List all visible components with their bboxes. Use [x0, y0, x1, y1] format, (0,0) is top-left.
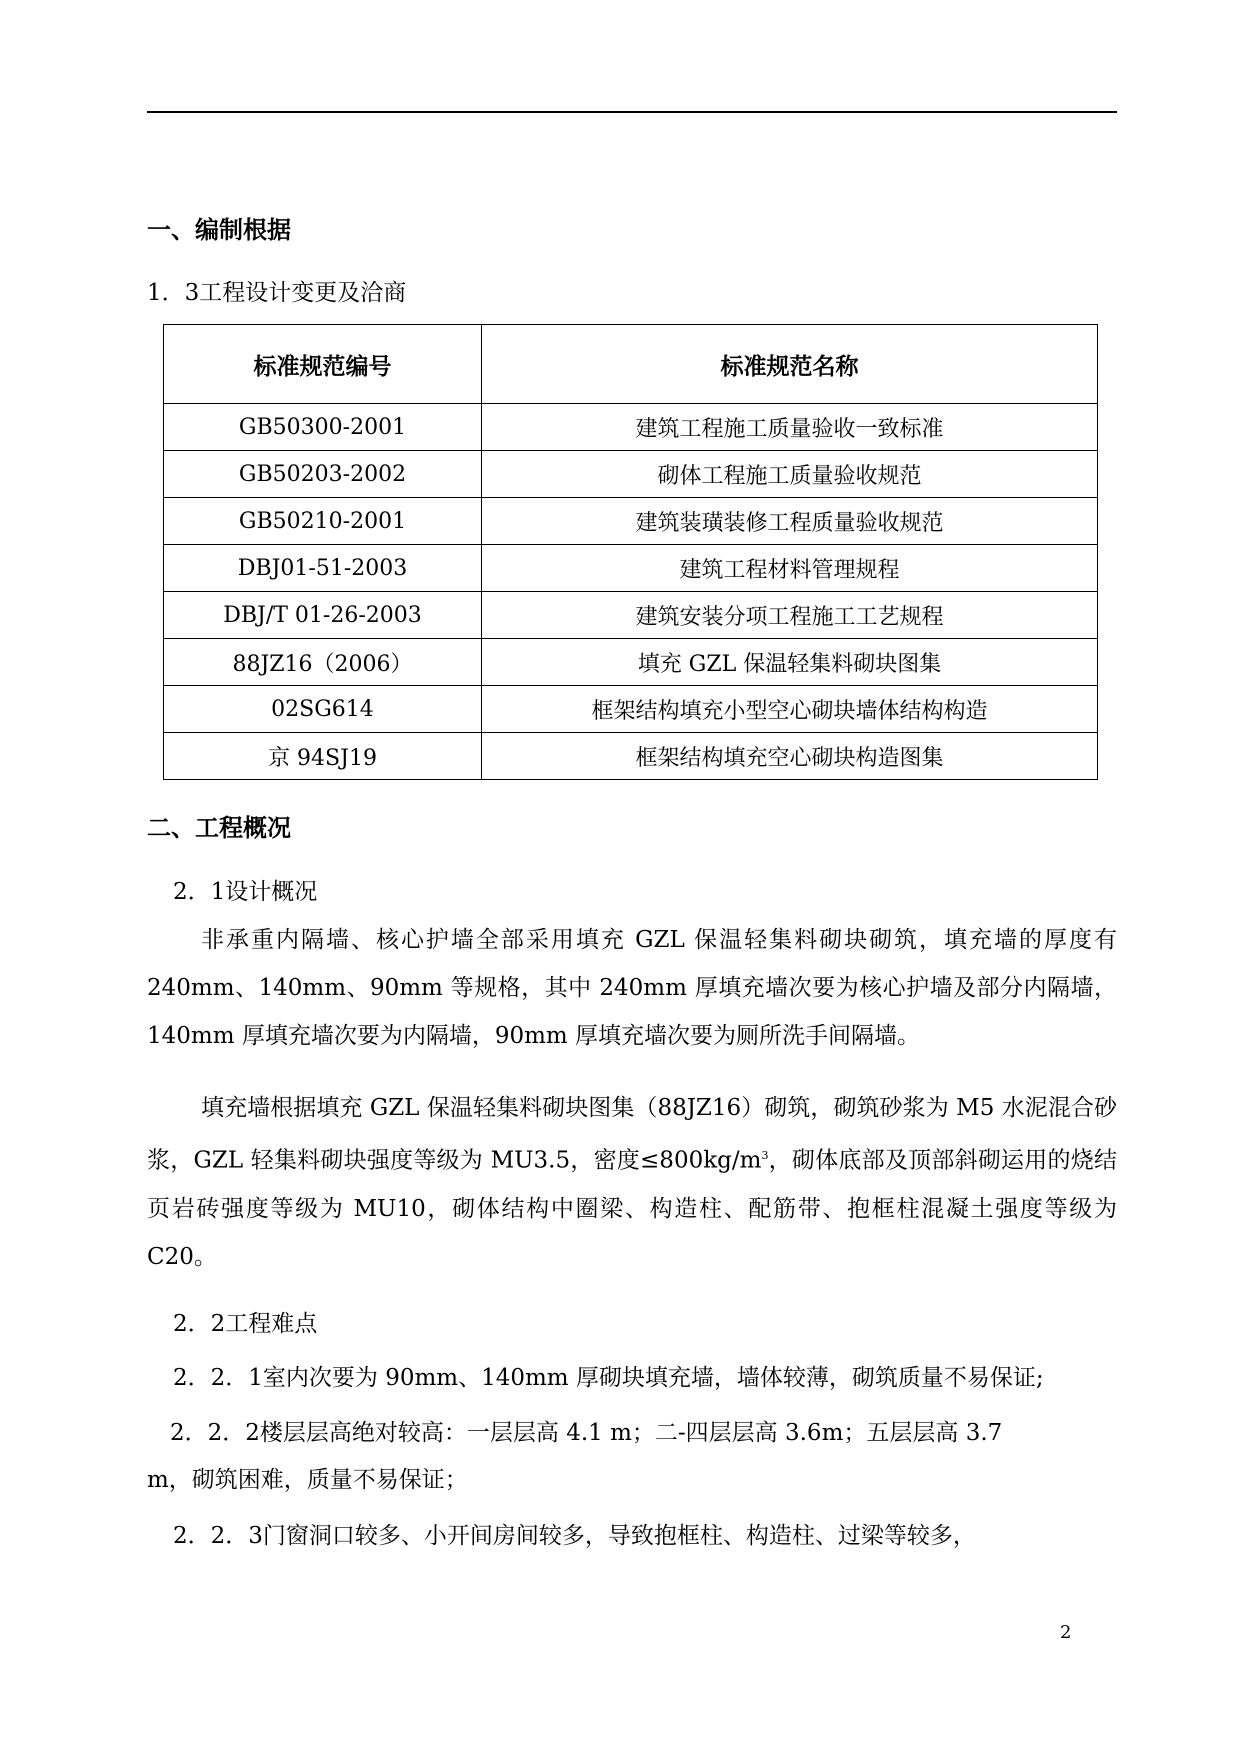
- paragraph-materials-part1: 填充墙根据填充 GZL 保温轻集料砌块图集（88JZ16）砌筑，砌筑砂浆为 M5 水泥混合砂浆，GZL 轻集料砌块强度等级为 MU3.5，密度≤800kg/m: [147, 1095, 1117, 1174]
- table-row: [164, 545, 1098, 592]
- table-header-name: 标准规范名称: [482, 325, 1098, 404]
- difficulty-item-2-line1: 2．2．2楼层层高绝对较高：一层层高 4.1 m；二-四层层高 3.6m；五层层高 3.7: [170, 1420, 1003, 1446]
- table-row: [164, 592, 1098, 639]
- standard-code: GB50300-2001: [164, 404, 482, 451]
- standard-name: 砌体工程施工质量验收规范: [482, 451, 1098, 498]
- standard-name: 建筑工程施工质量验收一致标准: [482, 404, 1098, 451]
- header-rule: [147, 111, 1117, 113]
- section-heading-overview: 二、工程概况: [147, 814, 291, 842]
- standard-name: 框架结构填充小型空心砌块墙体结构构造: [482, 686, 1098, 733]
- page-number: 2: [1060, 1622, 1072, 1643]
- difficulty-item-1: 2．2．1室内次要为 90mm、140mm 厚砌块填充墙，墙体较薄，砌筑质量不易保证;: [173, 1365, 1044, 1391]
- subheading-design-change: 1．3工程设计变更及洽商: [147, 280, 407, 306]
- table-row: [164, 404, 1098, 451]
- subheading-difficulties: 2．2工程难点: [173, 1311, 318, 1337]
- paragraph-design-overview: 非承重内隔墙、核心护墙全部采用填充 GZL 保温轻集料砌块砌筑，填充墙的厚度有 240mm、140mm、90mm 等规格，其中 240mm 厚填充墙次要为核心护墙及部分内隔墙，140mm 厚填充墙次要为内隔墙，90mm 厚填充墙次要为厕所洗手间隔墙。: [147, 927, 1117, 1049]
- difficulty-item-3: 2．2．3门窗洞口较多、小开间房间较多，导致抱框柱、构造柱、过梁等较多，: [173, 1523, 976, 1549]
- standard-name: 填充 GZL 保温轻集料砌块图集: [482, 639, 1098, 686]
- table-row: [164, 498, 1098, 545]
- subheading-design-overview: 2．1设计概况: [173, 879, 318, 905]
- standard-name: 建筑装璜装修工程质量验收规范: [482, 498, 1098, 545]
- paragraph-materials-part2: ，砌体底部及顶部斜砌运用的烧结页岩砖强度等级为 MU10，砌体结构中圈梁、构造柱、配筋带、抱框柱混凝土强度等级为 C20。: [147, 1147, 1118, 1270]
- standard-code: GB50203-2002: [164, 451, 482, 498]
- standard-code: 02SG614: [164, 686, 482, 733]
- standard-name: 框架结构填充空心砌块构造图集: [482, 733, 1098, 780]
- superscript-cubic: 3: [761, 1149, 769, 1162]
- standard-code: GB50210-2001: [164, 498, 482, 545]
- paragraph-materials: [147, 1084, 1117, 1281]
- table-row: [164, 451, 1098, 498]
- table-row: [164, 686, 1098, 733]
- table-row: [164, 639, 1098, 686]
- standard-code: 京 94SJ19: [164, 733, 482, 780]
- standard-code: 88JZ16（2006）: [164, 639, 482, 686]
- standard-name: 建筑工程材料管理规程: [482, 545, 1098, 592]
- section-heading-basis: 一、编制根据: [147, 216, 291, 244]
- standard-name: 建筑安装分项工程施工工艺规程: [482, 592, 1098, 639]
- standard-code: DBJ01-51-2003: [164, 545, 482, 592]
- difficulty-item-2-line2: m，砌筑困难，质量不易保证；: [147, 1467, 468, 1493]
- standards-table: [163, 324, 1098, 780]
- standard-code: DBJ/T 01-26-2003: [164, 592, 482, 639]
- table-header-row: [164, 325, 1098, 404]
- table-row: [164, 733, 1098, 780]
- table-header-code: 标准规范编号: [164, 325, 482, 404]
